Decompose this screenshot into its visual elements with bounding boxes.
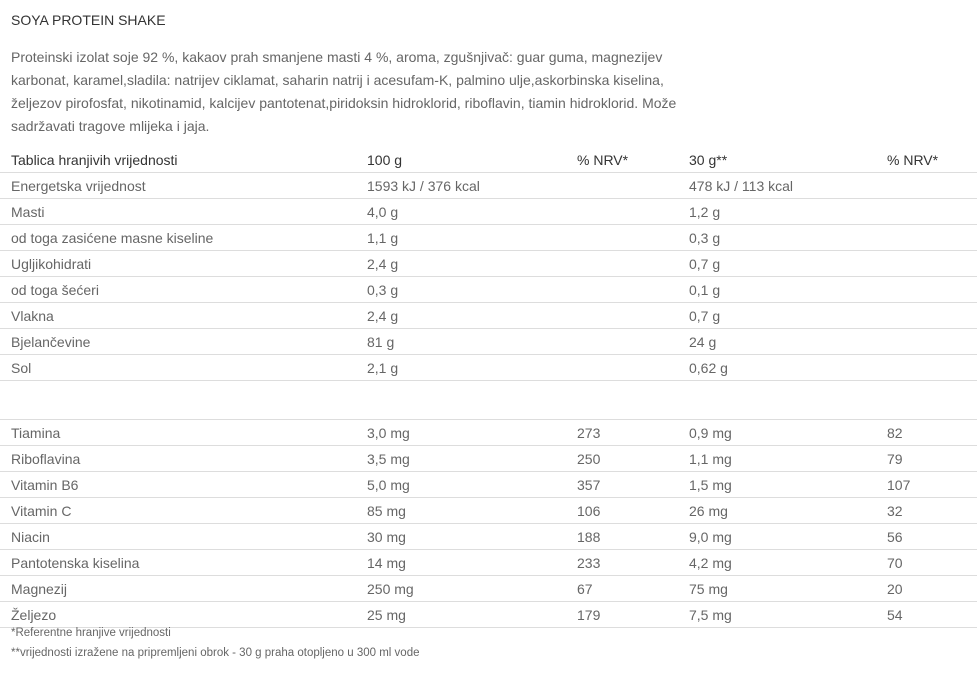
table-row bbox=[0, 472, 977, 498]
table-cell: od toga šećeri bbox=[0, 277, 356, 303]
table-row bbox=[0, 498, 977, 524]
table-cell: 0,3 g bbox=[678, 225, 876, 251]
table-row bbox=[0, 173, 977, 199]
table-cell: 79 bbox=[876, 446, 977, 472]
table-cell: Pantotenska kiselina bbox=[0, 550, 356, 576]
table-cell: 2,1 g bbox=[356, 355, 566, 381]
table-cell: 250 bbox=[566, 446, 678, 472]
product-title: SOYA PROTEIN SHAKE bbox=[11, 12, 166, 28]
table-cell: 67 bbox=[566, 576, 678, 602]
table-cell: Magnezij bbox=[0, 576, 356, 602]
table-cell bbox=[566, 329, 678, 355]
table-row bbox=[0, 251, 977, 277]
table-row bbox=[0, 277, 977, 303]
table-row bbox=[0, 550, 977, 576]
table-cell: 26 mg bbox=[678, 498, 876, 524]
table-cell: 478 kJ / 113 kcal bbox=[678, 173, 876, 199]
table-cell: 357 bbox=[566, 472, 678, 498]
table-row bbox=[0, 602, 977, 628]
table-cell: Vlakna bbox=[0, 303, 356, 329]
table-cell bbox=[566, 251, 678, 277]
table-cell: 0,1 g bbox=[678, 277, 876, 303]
table-cell: 273 bbox=[566, 420, 678, 446]
table-cell bbox=[566, 381, 678, 420]
table-cell bbox=[566, 277, 678, 303]
table-row bbox=[0, 355, 977, 381]
table-cell: Niacin bbox=[0, 524, 356, 550]
table-cell: 9,0 mg bbox=[678, 524, 876, 550]
table-cell: 2,4 g bbox=[356, 251, 566, 277]
table-cell: 85 mg bbox=[356, 498, 566, 524]
header-cell: % NRV* bbox=[566, 147, 678, 173]
table-spacer-row bbox=[0, 381, 977, 420]
header-cell: % NRV* bbox=[876, 147, 977, 173]
table-cell: Sol bbox=[0, 355, 356, 381]
table-cell: Masti bbox=[0, 199, 356, 225]
table-cell bbox=[876, 381, 977, 420]
table-cell: 0,7 g bbox=[678, 251, 876, 277]
table-cell bbox=[566, 199, 678, 225]
table-cell: Energetska vrijednost bbox=[0, 173, 356, 199]
table-cell: 3,0 mg bbox=[356, 420, 566, 446]
table-cell bbox=[876, 199, 977, 225]
table-cell: 179 bbox=[566, 602, 678, 628]
table-cell: 14 mg bbox=[356, 550, 566, 576]
table-cell bbox=[566, 355, 678, 381]
table-cell bbox=[566, 225, 678, 251]
table-cell: 7,5 mg bbox=[678, 602, 876, 628]
table-cell: 1,5 mg bbox=[678, 472, 876, 498]
table-cell: 1,1 g bbox=[356, 225, 566, 251]
table-cell: 0,62 g bbox=[678, 355, 876, 381]
table-cell: 1,2 g bbox=[678, 199, 876, 225]
table-row bbox=[0, 199, 977, 225]
table-row bbox=[0, 420, 977, 446]
table-cell: 82 bbox=[876, 420, 977, 446]
table-row bbox=[0, 524, 977, 550]
table-row bbox=[0, 225, 977, 251]
table-cell: 4,2 mg bbox=[678, 550, 876, 576]
table-cell: 2,4 g bbox=[356, 303, 566, 329]
table-cell bbox=[876, 277, 977, 303]
table-cell bbox=[566, 173, 678, 199]
table-cell bbox=[876, 251, 977, 277]
table-cell bbox=[678, 381, 876, 420]
table-cell: 107 bbox=[876, 472, 977, 498]
table-cell: 56 bbox=[876, 524, 977, 550]
table-cell: Tiamina bbox=[0, 420, 356, 446]
ingredients-text: Proteinski izolat soje 92 %, kakaov prah smanjene masti 4 %, aroma, zgušnjivač: guar guma, magnezijev karbonat, karamel,sladila: natrijev ciklamat, saharin natrij i acesufam-K, palmino ulje,askorbinska kiselina, željezov pirofosfat, nikotinamid, kalcijev pantotenat,piridoksin hidroklorid, riboflavin, tiamin hidroklorid. Može sadržavati tragove mlijeka i jaja. bbox=[11, 49, 677, 134]
table-cell: Bjelančevine bbox=[0, 329, 356, 355]
table-cell: 250 mg bbox=[356, 576, 566, 602]
table-cell bbox=[876, 329, 977, 355]
table-cell: 30 mg bbox=[356, 524, 566, 550]
table-cell: 0,3 g bbox=[356, 277, 566, 303]
table-cell bbox=[876, 355, 977, 381]
table-cell: Vitamin B6 bbox=[0, 472, 356, 498]
table-cell: 75 mg bbox=[678, 576, 876, 602]
footnote-serving: **vrijednosti izražene na pripremljeni obrok - 30 g praha otopljeno u 300 ml vode bbox=[11, 647, 420, 659]
header-cell: 30 g** bbox=[678, 147, 876, 173]
table-row bbox=[0, 329, 977, 355]
table-cell: Ugljikohidrati bbox=[0, 251, 356, 277]
table-cell: 1,1 mg bbox=[678, 446, 876, 472]
table-cell: Riboflavina bbox=[0, 446, 356, 472]
table-cell: 54 bbox=[876, 602, 977, 628]
table-cell: 24 g bbox=[678, 329, 876, 355]
table-cell bbox=[356, 381, 566, 420]
table-cell bbox=[876, 173, 977, 199]
table-cell: 4,0 g bbox=[356, 199, 566, 225]
table-cell bbox=[566, 303, 678, 329]
table-header-row bbox=[0, 147, 977, 173]
table-cell: Vitamin C bbox=[0, 498, 356, 524]
header-cell: 100 g bbox=[356, 147, 566, 173]
table-cell bbox=[876, 303, 977, 329]
table-cell: 233 bbox=[566, 550, 678, 576]
table-cell: 25 mg bbox=[356, 602, 566, 628]
table-cell: 70 bbox=[876, 550, 977, 576]
table-cell: Željezo bbox=[0, 602, 356, 628]
table-cell: 0,9 mg bbox=[678, 420, 876, 446]
table-cell: 188 bbox=[566, 524, 678, 550]
table-cell: 32 bbox=[876, 498, 977, 524]
table-cell: 81 g bbox=[356, 329, 566, 355]
table-row bbox=[0, 446, 977, 472]
table-row bbox=[0, 303, 977, 329]
table-cell: od toga zasićene masne kiseline bbox=[0, 225, 356, 251]
table-cell bbox=[876, 225, 977, 251]
table-cell: 5,0 mg bbox=[356, 472, 566, 498]
footnote-nrv: *Referentne hranjive vrijednosti bbox=[11, 627, 171, 639]
table-cell: 20 bbox=[876, 576, 977, 602]
header-cell: Tablica hranjivih vrijednosti bbox=[0, 147, 356, 173]
table-cell bbox=[0, 381, 356, 420]
table-row bbox=[0, 576, 977, 602]
table-cell: 0,7 g bbox=[678, 303, 876, 329]
nutrition-table bbox=[0, 147, 977, 628]
table-cell: 3,5 mg bbox=[356, 446, 566, 472]
table-cell: 106 bbox=[566, 498, 678, 524]
table-cell: 1593 kJ / 376 kcal bbox=[356, 173, 566, 199]
